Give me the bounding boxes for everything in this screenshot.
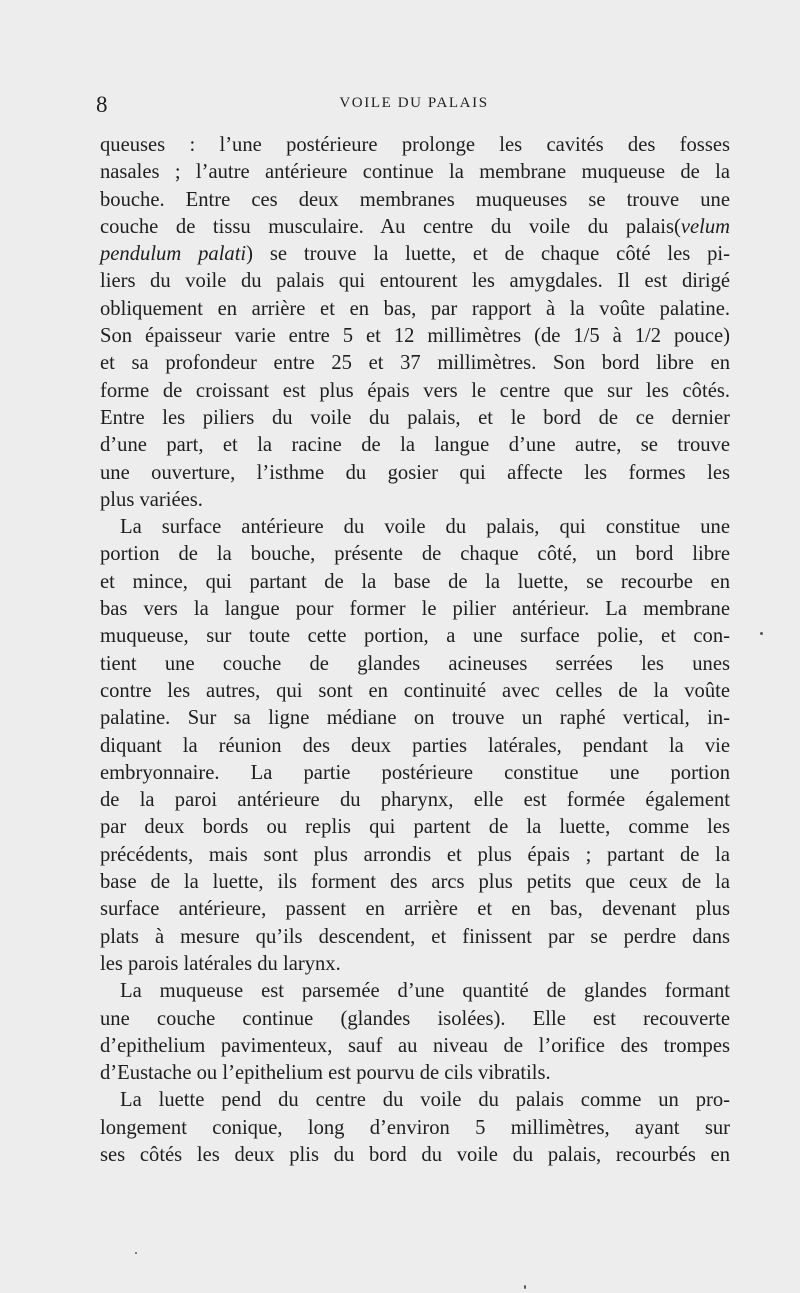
text-segment: ( (673, 215, 681, 238)
text-line: une ouverture, l’isthme du gosier qui affecte les formes les (100, 461, 730, 484)
text-line: queuses : l’une postérieure prolonge les cavités des fosses (100, 134, 730, 156)
text-line: surface antérieure, passent en arrière et en bas, devenant plus (100, 898, 730, 921)
text-line: d’une part, et la racine de la langue d’une autre, se trouve (100, 434, 730, 457)
ink-speck (760, 632, 763, 635)
text-line (100, 241, 730, 268)
text-line: diquant la réunion des deux parties latérales, pendant la vie (100, 734, 730, 757)
text-line: de la paroi antérieure du pharynx, elle est formée également (100, 789, 730, 812)
text-line: embryonnaire. La partie postérieure constitue une portion (100, 761, 730, 784)
text-line (100, 214, 730, 241)
latin-term: pendulum palati (100, 243, 247, 266)
text-segment: couche de tissu musculaire. Au centre du voile du palais (100, 215, 674, 238)
text-line: une couche continue (glandes isolées). Elle est recouverte (100, 1007, 730, 1030)
body-text (100, 132, 730, 1169)
text-line: portion de la bouche, présente de chaque côté, un bord libre (100, 543, 730, 566)
running-title: VOILE DU PALAIS (339, 95, 489, 111)
text-line: obliquement en arrière et en bas, par rapport à la voûte palatine. (100, 297, 730, 320)
page-number: 8 (96, 92, 108, 117)
text-line: tient une couche de glandes acineuses serrées les unes (100, 652, 730, 675)
text-segment: ) se trouve la luette, et de chaque côté les pi- (246, 243, 730, 266)
text-line: les parois latérales du larynx. (100, 952, 341, 975)
text-line: contre les autres, qui sont en continuité avec celles de la voûte (100, 679, 730, 702)
text-line: ses côtés les deux plis du bord du voile du palais, recourbés en (100, 1143, 730, 1166)
text-line: précédents, mais sont plus arrondis et plus épais ; partant de la (100, 843, 730, 866)
latin-term: velum (680, 215, 730, 238)
text-line: plats à mesure qu’ils descendent, et finissent par se perdre dans (100, 925, 730, 948)
ink-speck (135, 1252, 137, 1254)
text-line: palatine. Sur sa ligne médiane on trouve un raphé vertical, in- (100, 707, 730, 730)
text-line: La luette pend du centre du voile du palais comme un pro- (120, 1089, 730, 1112)
ink-speck (524, 1285, 526, 1289)
text-line: Entre les piliers du voile du palais, et le bord de ce dernier (100, 406, 730, 429)
text-line: d’epithelium pavimenteux, sauf au niveau de l’orifice des trompes (100, 1034, 730, 1057)
text-line: muqueuse, sur toute cette portion, a une surface polie, et con- (100, 625, 730, 648)
text-line: par deux bords ou replis qui partent de la luette, comme les (100, 816, 730, 839)
text-line: Son épaisseur varie entre 5 et 12 millimètres (de 1/5 à 1/2 pouce) (100, 325, 730, 348)
text-line: longement conique, long d’environ 5 millimètres, ayant sur (100, 1116, 730, 1139)
text-line: La surface antérieure du voile du palais, qui constitue une (120, 516, 730, 539)
text-line: bouche. Entre ces deux membranes muqueuses se trouve une (100, 188, 730, 211)
text-line: et sa profondeur entre 25 et 37 millimètres. Son bord libre en (100, 352, 730, 375)
text-line: base de la luette, ils forment des arcs plus petits que ceux de la (100, 871, 730, 894)
text-line: liers du voile du palais qui entourent les amygdales. Il est dirigé (100, 270, 730, 293)
text-line: d’Eustache ou l’epithelium est pourvu de cils vibratils. (100, 1062, 551, 1085)
text-line: bas vers la langue pour former le pilier antérieur. La membrane (100, 598, 730, 621)
text-line: et mince, qui partant de la base de la luette, se recourbe en (100, 570, 730, 593)
running-head (96, 92, 732, 116)
text-line: forme de croissant est plus épais vers le centre que sur les côtés. (100, 379, 730, 402)
text-line: La muqueuse est parsemée d’une quantité de glandes formant (120, 980, 730, 1003)
text-line: nasales ; l’autre antérieure continue la membrane muqueuse de la (100, 161, 730, 184)
text-line: plus variées. (100, 488, 203, 511)
